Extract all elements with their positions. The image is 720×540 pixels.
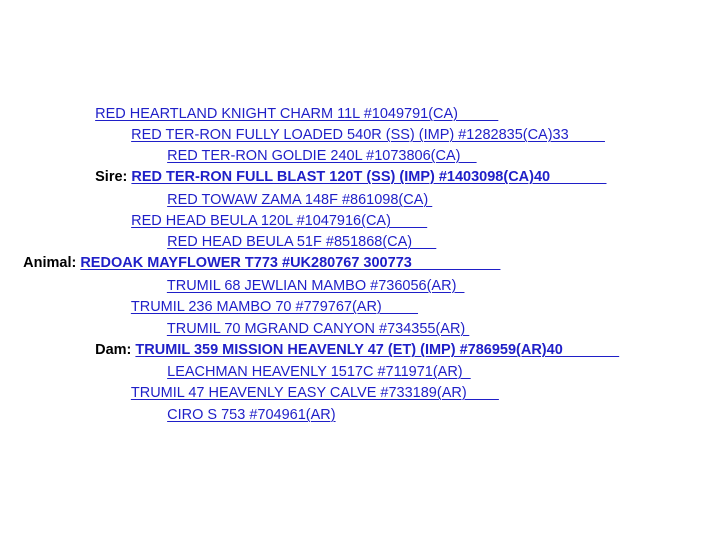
dam-dam-sire-row	[151, 345, 471, 380]
dam-dam-sire-link[interactable]: LEACHMAN HEAVENLY 1517C #711971(AR)	[167, 364, 471, 380]
dam-dam-dam-link[interactable]: CIRO S 753 #704961(AR)	[167, 407, 336, 423]
sire-sire-dam-link[interactable]: RED TER-RON GOLDIE 240L #1073806(CA)	[167, 148, 477, 164]
animal-row	[7, 236, 501, 271]
dam-row	[79, 323, 620, 358]
dam-label: Dam:	[95, 342, 136, 358]
sire-dam-sire-row	[151, 173, 433, 208]
sire-sire-sire-link[interactable]: RED HEARTLAND KNIGHT CHARM 11L #1049791(CA)	[95, 106, 499, 122]
dam-dam-dam-row	[151, 388, 336, 423]
dam-dam-row	[115, 366, 499, 401]
dam-sire-row	[115, 280, 419, 315]
dam-sire-sire-link[interactable]: TRUMIL 68 JEWLIAN MAMBO #736056(AR)	[166, 278, 465, 294]
animal-link[interactable]: REDOAK MAYFLOWER T773 #UK280767 300773	[80, 255, 501, 271]
dam-sire-dam-link[interactable]: TRUMIL 70 MGRAND CANYON #734355(AR)	[166, 321, 470, 337]
sire-label: Sire:	[95, 169, 132, 185]
sire-sire-dam-row	[151, 129, 477, 164]
dam-dam-link[interactable]: TRUMIL 47 HEAVENLY EASY CALVE #733189(AR)	[130, 385, 499, 401]
sire-dam-dam-link[interactable]: RED HEAD BEULA 51F #851868(CA)	[167, 234, 437, 250]
sire-sire-row	[115, 108, 605, 143]
animal-label: Animal:	[23, 255, 81, 271]
dam-link[interactable]: TRUMIL 359 MISSION HEAVENLY 47 (ET) (IMP) #786959(AR)40	[135, 342, 620, 358]
sire-sire-link[interactable]: RED TER-RON FULLY LOADED 540R (SS) (IMP) #1282835(CA)33	[131, 127, 605, 143]
sire-dam-row	[115, 194, 428, 229]
sire-dam-sire-link[interactable]: RED TOWAW ZAMA 148F #861098(CA)	[167, 192, 433, 208]
dam-sire-dam-row	[151, 302, 470, 337]
sire-sire-sire-row	[79, 87, 499, 122]
sire-link[interactable]: RED TER-RON FULL BLAST 120T (SS) (IMP) #1403098(CA)40	[131, 169, 607, 185]
sire-row	[79, 150, 607, 185]
dam-sire-sire-row	[151, 259, 465, 294]
sire-dam-link[interactable]: RED HEAD BEULA 120L #1047916(CA)	[131, 213, 428, 229]
sire-dam-dam-row	[151, 215, 437, 250]
dam-sire-link[interactable]: TRUMIL 236 MAMBO 70 #779767(AR)	[130, 299, 419, 315]
